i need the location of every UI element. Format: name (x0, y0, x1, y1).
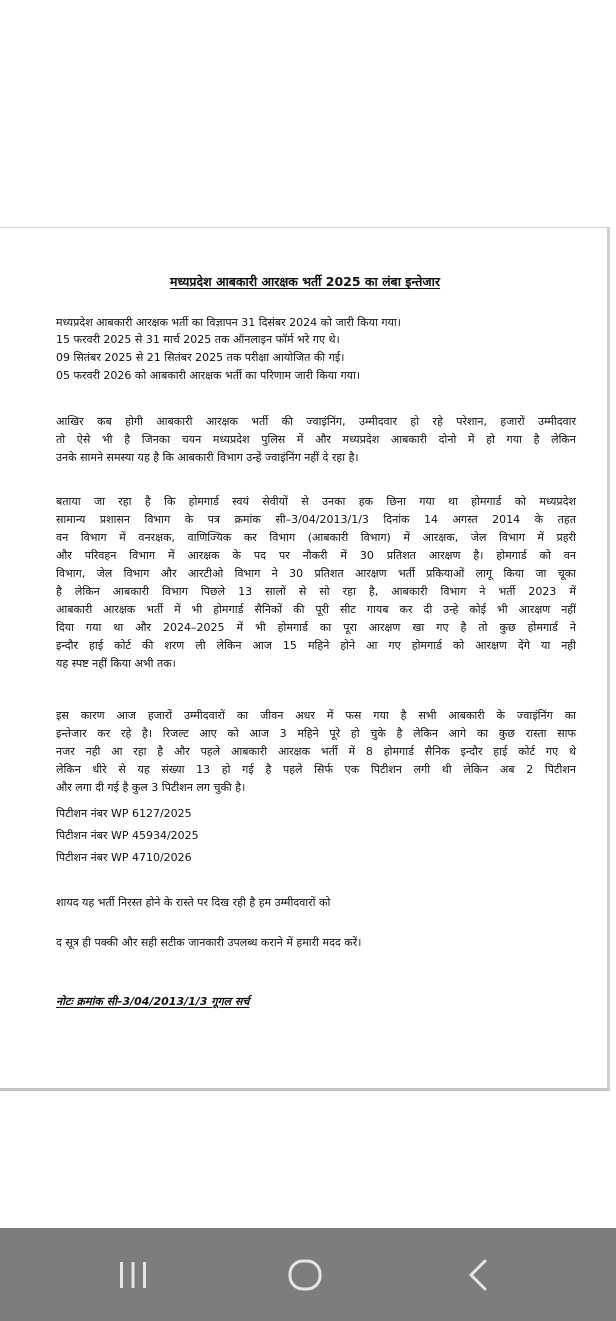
paragraph-3-line-8: दिया गया था और 2024–2025 में भी होमगार्ड का पूरा आरक्षण खा गए है तो कुछ होमगार्ड ने (56, 621, 576, 634)
petition-number-1: पिटीशन नंबर WP 6127/2025 (56, 807, 192, 820)
document-page (0, 227, 610, 1091)
paragraph-4-line-5: और लगा दी गई है कुल 3 पिटीशन लग चुकी है। (56, 781, 246, 794)
document-title: मध्यप्रदेश आबकारी आरक्षक भर्ती 2025 का लंबा इन्तेजार (169, 274, 441, 289)
paragraph-4-line-4: लेकिन धीरे से यह संख्या 13 हो गई है पहले सिर्फ एक पिटीशन लगी थी लेकिन अब 2 पिटीशन (56, 763, 576, 776)
back-button[interactable] (446, 1246, 510, 1304)
petition-number-2: पिटीशन नंबर WP 45934/2025 (56, 829, 199, 842)
paragraph-3-line-10: यह स्पष्ट नहीं किया अभी तक। (56, 657, 176, 670)
paragraph-4-line-1: इस कारण आज हजारों उम्मीदवारों का जीवन अधर में फस गया है सभी आबकारी के ज्वाइंनिंग का (56, 709, 576, 722)
paragraph-3-line-7: आबकारी आरक्षक भर्ती में भी होमगार्ड सैनिकों की पूरी सीट गायब कर दी उन्हे कोई भी आरक्षण नहीं (56, 603, 576, 616)
paragraph-1-line-2: 15 फरवरी 2025 से 31 मार्च 2025 तक ऑनलाइन फॉर्म भरे गए थे। (56, 333, 340, 346)
home-button[interactable] (273, 1246, 337, 1304)
paragraph-2-line-2: तो ऐसे भी है जिनका चयन मध्यप्रदेश पुलिस में और मध्यप्रदेश आबकारी दोनो में हो गया है लेकिन (56, 433, 576, 446)
paragraph-4-line-3: नजर नही आ रहा है और पहले आबकारी आरक्षक भर्ती में 8 होमगार्ड सैनिक इन्दौर हाई कोर्ट गए थे (56, 745, 576, 758)
paragraph-1-line-3: 09 सितंबर 2025 से 21 सितंबर 2025 तक परीक्षा आयोजित की गई। (56, 351, 345, 364)
paragraph-3-line-1: बताया जा रहा है कि होमगार्ड स्वयं सेवीयों से उनका हक छिना गया था होमगार्ड को मध्यप्रदेश (56, 495, 576, 508)
petition-number-3: पिटीशन नंबर WP 4710/2026 (56, 851, 192, 864)
paragraph-6-line-1: द सूत्र ही पक्की और सही सटीक जानकारी उपलब्ध कराने में हमारी मदद करें। (56, 936, 362, 949)
footnote: नोटः क्रमांक सी–3/04/2013/1/3 गूगल सर्च (56, 995, 250, 1008)
paragraph-3-line-3: वन विभाग में वनरक्षक, वाणिज्यिक कर विभाग (आबकारी विभाग) में आरक्षक, जेल विभाग में प्रहरी (56, 531, 576, 544)
system-navigation-bar (0, 1228, 616, 1321)
paragraph-1-line-4: 05 फरवरी 2026 को आबकारी आरक्षक भर्ती का परिणाम जारी किया गया। (56, 369, 361, 382)
recent-apps-icon (116, 1260, 150, 1290)
paragraph-3-line-2: सामान्य प्रशासन विभाग के पत्र क्रमांक सी–3/04/2013/1/3 दिनांक 14 अगस्त 2014 के तहत (56, 513, 576, 526)
back-icon (463, 1258, 493, 1292)
recent-apps-button[interactable] (101, 1246, 165, 1304)
paragraph-3-line-9: इन्दौर हाई कोर्ट की शरण ली लेकिन आज 15 महिने होने आ गए होमगार्ड को आरक्षण देंगे या नही (56, 639, 576, 652)
paragraph-3-line-6: है लेकिन आबकारी विभाग पिछले 13 सालों से सो रहा है, आबकारी विभाग ने भर्ती 2023 में (56, 585, 576, 598)
home-icon (286, 1258, 324, 1292)
paragraph-5-line-1: शायद यह भर्ती निरस्त होने के रास्ते पर दिख रही है हम उम्मीदवारों को (56, 896, 331, 909)
paragraph-4-line-2: इन्तेजार कर रहे है। रिजल्ट आए को आज 3 महिने पूरे हो चुके है लेकिन आगे का कुछ रास्ता साफ (56, 727, 576, 740)
paragraph-3-line-5: विभाग, जेल विभाग और आरटीओ विभाग ने 30 प्रतिशत आरक्षण भर्ती प्रकियाओं लागू किया जा चूका (56, 567, 576, 580)
paragraph-2-line-3: उनके सामने समस्या यह है कि आबकारी विभाग उन्हें ज्वाइंनिंग नहीं दे रहा है। (56, 451, 359, 464)
paragraph-2-line-1: आखिर कब होगी आबकारी आरक्षक भर्ती की ज्वाइंनिंग, उम्मीदवार हो रहे परेशान, हजारों उम्मीदवार (56, 415, 576, 428)
paragraph-3-line-4: और परिवहन विभाग में आरक्षक के पद पर नौकरी में 30 प्रतिशत आरक्षण है। होमगार्ड को वन (56, 549, 576, 562)
paragraph-1-line-1: मध्यप्रदेश आबकारी आरक्षक भर्ती का विज्ञापन 31 दिसंबर 2024 को जारी किया गया। (56, 316, 401, 329)
